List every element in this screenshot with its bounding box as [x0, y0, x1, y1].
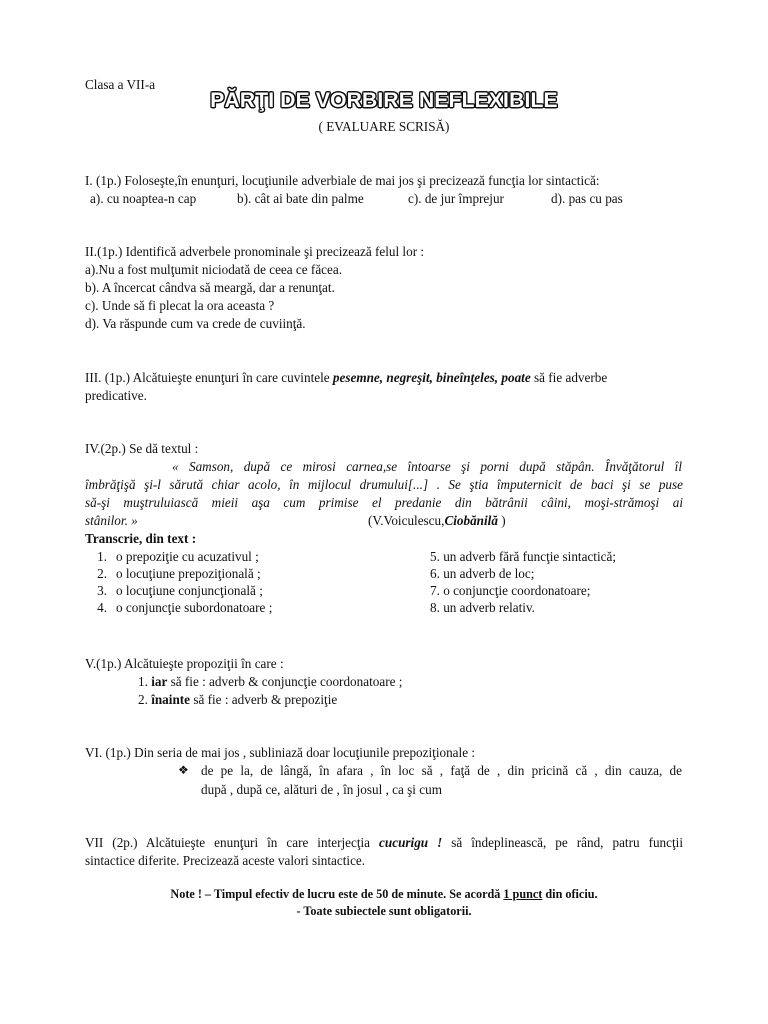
q6-line-2: după , după ce, alături de , în josul , ca şi cum	[201, 782, 442, 797]
q1-option-c: c). de jur împrejur	[408, 191, 504, 206]
q4-quote-line-1: « Samson, după ce mirosi carnea,se întoarse şi porni după stăpân. Învăţătorul îl	[172, 459, 682, 474]
note-line-2: - Toate subiectele sunt obligatorii.	[296, 904, 472, 918]
q1-option-d: d). pas cu pas	[551, 191, 623, 206]
q2-text: II.(1p.) Identifică adverbele pronominale şi precizează felul lor :	[85, 244, 425, 259]
q4-source-title: Ciobănilă	[444, 513, 498, 528]
note-line-1: Note ! – Timpul efectiv de lucru este de 50 de minute. Se acordă 1 punct din oficiu.	[170, 887, 598, 901]
list-item: 5. un adverb fără funcţie sintactică;	[430, 549, 617, 564]
q1-option-b: b). cât ai bate din palme	[237, 191, 364, 206]
q3-words: pesemne, negreşit, bineînţeles, poate	[332, 370, 531, 385]
q3-suffix: să fie adverbe	[530, 370, 608, 385]
q5-item-1: 1. iar să fie : adverb & conjuncţie coordonatoare ;	[138, 674, 403, 689]
page-subtitle: ( EVALUARE SCRISĂ)	[318, 119, 450, 134]
q3-prefix: III. (1p.) Alcătuieşte enunţuri în care cuvintele	[85, 370, 333, 385]
q4-source	[368, 512, 506, 529]
note-underlined: 1 punct	[503, 887, 543, 901]
q3-text	[85, 369, 607, 386]
q2-item-a: a).Nu a fost mulţumit niciodată de ceea ce făcea.	[85, 262, 343, 277]
q4-quote-end: stânilor. »	[85, 513, 138, 528]
list-item: 2. o locuţiune prepoziţională ;	[97, 566, 261, 581]
q4-label: IV.(2p.) Se dă textul :	[85, 441, 199, 456]
list-item: 6. un adverb de loc;	[430, 566, 535, 581]
q5-word-inainte: înainte	[151, 692, 191, 707]
q2-item-b: b). A încercat cândva să meargă, dar a renunţat.	[85, 280, 335, 295]
q7-line2: sintactice diferite. Precizează aceste valori sintactice.	[85, 853, 366, 868]
q7-text: VII (2p.) Alcătuieşte enunţuri în care interjecţia cucurigu ! să îndeplinească, pe rând, patru funcţii	[85, 835, 683, 850]
q5-text: V.(1p.) Alcătuieşte propoziţii în care :	[85, 656, 284, 671]
q4-source-prefix: (V.Voiculescu,	[368, 513, 445, 528]
diamond-bullet-icon: ❖	[178, 763, 189, 777]
list-item: 4. o conjuncţie subordonatoare ;	[97, 600, 273, 615]
list-item: 1. o prepoziţie cu acuzativul ;	[97, 549, 259, 564]
q4-source-suffix: )	[497, 513, 506, 528]
q5-item-2: 2. înainte să fie : adverb & prepoziţie	[138, 692, 338, 707]
q4-left-list	[85, 548, 272, 616]
q2-item-c: c). Unde să fi plecat la ora aceasta ?	[85, 298, 275, 313]
list-item: 3. o locuţiune conjuncţională ;	[97, 583, 263, 598]
list-item: 7. o conjuncţie coordonatoare;	[430, 583, 591, 598]
q4-quote-line-2: îmbrăţişă şi-l sărută chiar acolo, în mijlocul drumului[...] . Se ştia împuternicit de baci şi se puse	[85, 477, 683, 492]
class-label: Clasa a VII-a	[85, 77, 156, 92]
q1-option-a: a). cu noaptea-n cap	[90, 191, 197, 206]
q1-text: I. (1p.) Foloseşte,în enunţuri, locuţiunile adverbiale de mai jos şi precizează funcţia lor sintactică:	[85, 173, 600, 188]
q3-line2: predicative.	[85, 388, 147, 403]
page-title: PĂRŢI DE VORBIRE NEFLEXIBILE	[210, 89, 558, 112]
q4-right-list	[430, 548, 616, 616]
q4-quote-line-3: să-şi muştruluiască mieii aşa cum primise el predanie din bătrânii câini, moşi-strămoşi ai	[85, 495, 683, 510]
q6-text: VI. (1p.) Din seria de mai jos , subliniază doar locuţiunile prepoziţionale :	[85, 745, 476, 760]
q5-word-iar: iar	[151, 674, 168, 689]
q6-line-1: de pe la, de lângă, în afara , în loc să , faţă de , din pricină că , din cauza, de	[201, 763, 682, 778]
q4-transcribe-label: Transcrie, din text :	[85, 531, 197, 546]
q7-word: cucurigu !	[379, 835, 443, 850]
list-item: 8. un adverb relativ.	[430, 600, 535, 615]
q2-item-d: d). Va răspunde cum va crede de cuviinţă.	[85, 316, 306, 331]
